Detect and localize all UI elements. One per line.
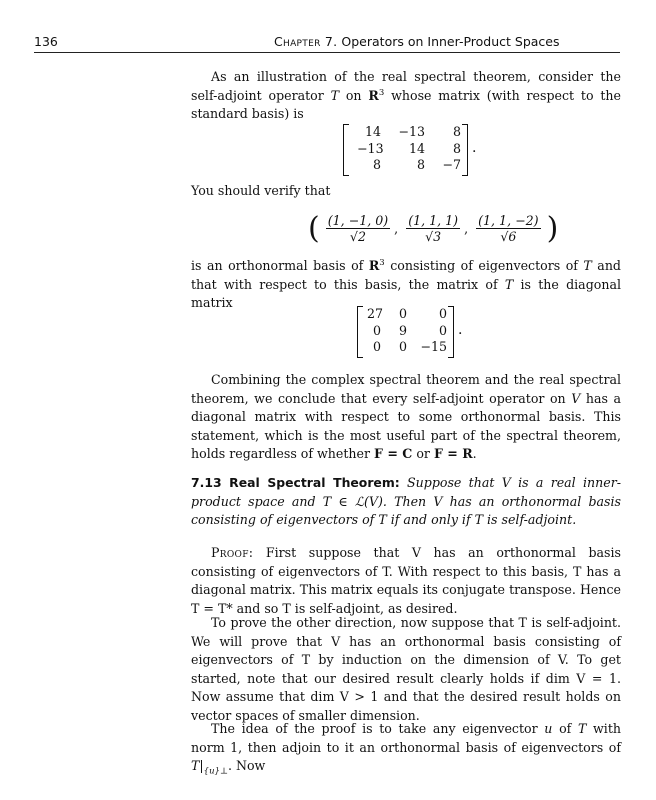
chapter-title: Operators on Inner-Product Spaces bbox=[341, 34, 560, 49]
basis-paragraph: is an orthonormal basis of $R^3$ consisting of eigenvectors of T and that with respect to this basis, the matrix of T is the diagonal matrix bbox=[191, 257, 621, 310]
matrix-entries bbox=[362, 306, 452, 356]
matrix-cell: 0 bbox=[398, 306, 407, 321]
matrix-cell: −7 bbox=[442, 157, 461, 172]
theorem-7-13 bbox=[191, 474, 621, 530]
matrix-cell: 9 bbox=[398, 322, 407, 338]
intro-paragraph: As an illustration of the real spectral theorem, consider the self-adjoint operator T on $R^3$ whose matrix (with respect to the standard basis) is bbox=[191, 69, 622, 121]
theorem-statement: Suppose that V is a real inner-product space and T ∈ ℒ(V). Then V has an orthonormal basis consisting of eigenvectors of T if and only if T is self-adjoint. bbox=[191, 475, 621, 527]
proof-paragraph-1: Proof: First suppose that V has an orthonormal basis consisting of eigenvectors of T. With respect to this basis, T has a diagonal matrix. This matrix equals its conjugate transpose. Hence T = T* and so T is self-adjoint, as desired. bbox=[191, 545, 621, 616]
matrix-cell: 8 bbox=[416, 157, 425, 172]
matrix-left-bracket bbox=[343, 124, 349, 176]
basis-vector-1: $\frac{(1, -1, 0)}{√2}$ bbox=[327, 212, 389, 244]
chapter-label: Chapter 7. bbox=[274, 34, 338, 49]
matrix-cell: −15 bbox=[420, 339, 447, 354]
matrix-cell: 0 bbox=[398, 339, 407, 354]
proof-label: Proof: bbox=[211, 545, 254, 560]
basis-vector-3: $\frac{(1, 1, -2)}{√6}$ bbox=[478, 212, 539, 244]
matrix-cell: 14 bbox=[408, 140, 425, 156]
matrix-cell: −13 bbox=[398, 124, 425, 139]
conclusion-paragraph: Combining the complex spectral theorem and the real spectral theorem, we conclude that every self-adjoint operator on V has a diagonal matrix with respect to some orthonormal basis. This statement, which is the most useful part of the spectral theorem, holds regardless of whether F = C or F = R. bbox=[191, 372, 621, 461]
orthonormal-basis: ( $\frac{(1, -1, 0)}{√2}$ , $\frac{(1, 1, 1)}{√3}$ , $\frac{(1, 1, -2)}{√6}$ ) bbox=[308, 211, 559, 246]
matrix-entries bbox=[352, 124, 466, 174]
matrix-cell: 8 bbox=[452, 124, 461, 139]
basis-vector-2: $\frac{(1, 1, 1)}{√3}$ bbox=[408, 212, 459, 244]
running-head bbox=[274, 34, 560, 49]
theorem-label: 7.13 Real Spectral Theorem: bbox=[191, 475, 400, 490]
matrix-cell: 8 bbox=[452, 140, 461, 156]
matrix-cell: 27 bbox=[367, 306, 384, 321]
matrix-cell: 0 bbox=[372, 322, 381, 338]
matrix-cell: 0 bbox=[438, 322, 447, 338]
proof-paragraph-2: To prove the other direction, now suppose that T is self-adjoint. We will prove that V has an orthonormal basis consisting of eigenvectors of T by induction on the dimension of V. To get started, note that our desired result clearly holds if dim V = 1. Now assume that dim V > 1 and that the desired result holds on vector spaces of smaller dimension. bbox=[191, 615, 621, 723]
matrix-cell: −13 bbox=[357, 140, 384, 156]
running-header bbox=[34, 34, 620, 53]
matrix-right-bracket bbox=[462, 124, 468, 176]
proof-paragraph-3: The idea of the proof is to take any eigenvector u of T with norm 1, then adjoin to it an orthonormal basis of eigenvectors of $T|_{\{u\}\perp}$. Now bbox=[191, 721, 622, 777]
page-number: 136 bbox=[34, 34, 58, 49]
matrix-cell: 0 bbox=[372, 339, 381, 354]
matrix-cell: 0 bbox=[438, 306, 447, 321]
matrix-cell: 14 bbox=[364, 124, 381, 139]
verify-line: You should verify that bbox=[191, 183, 331, 198]
matrix-right-bracket bbox=[448, 306, 454, 358]
matrix-cell: 8 bbox=[372, 157, 381, 172]
